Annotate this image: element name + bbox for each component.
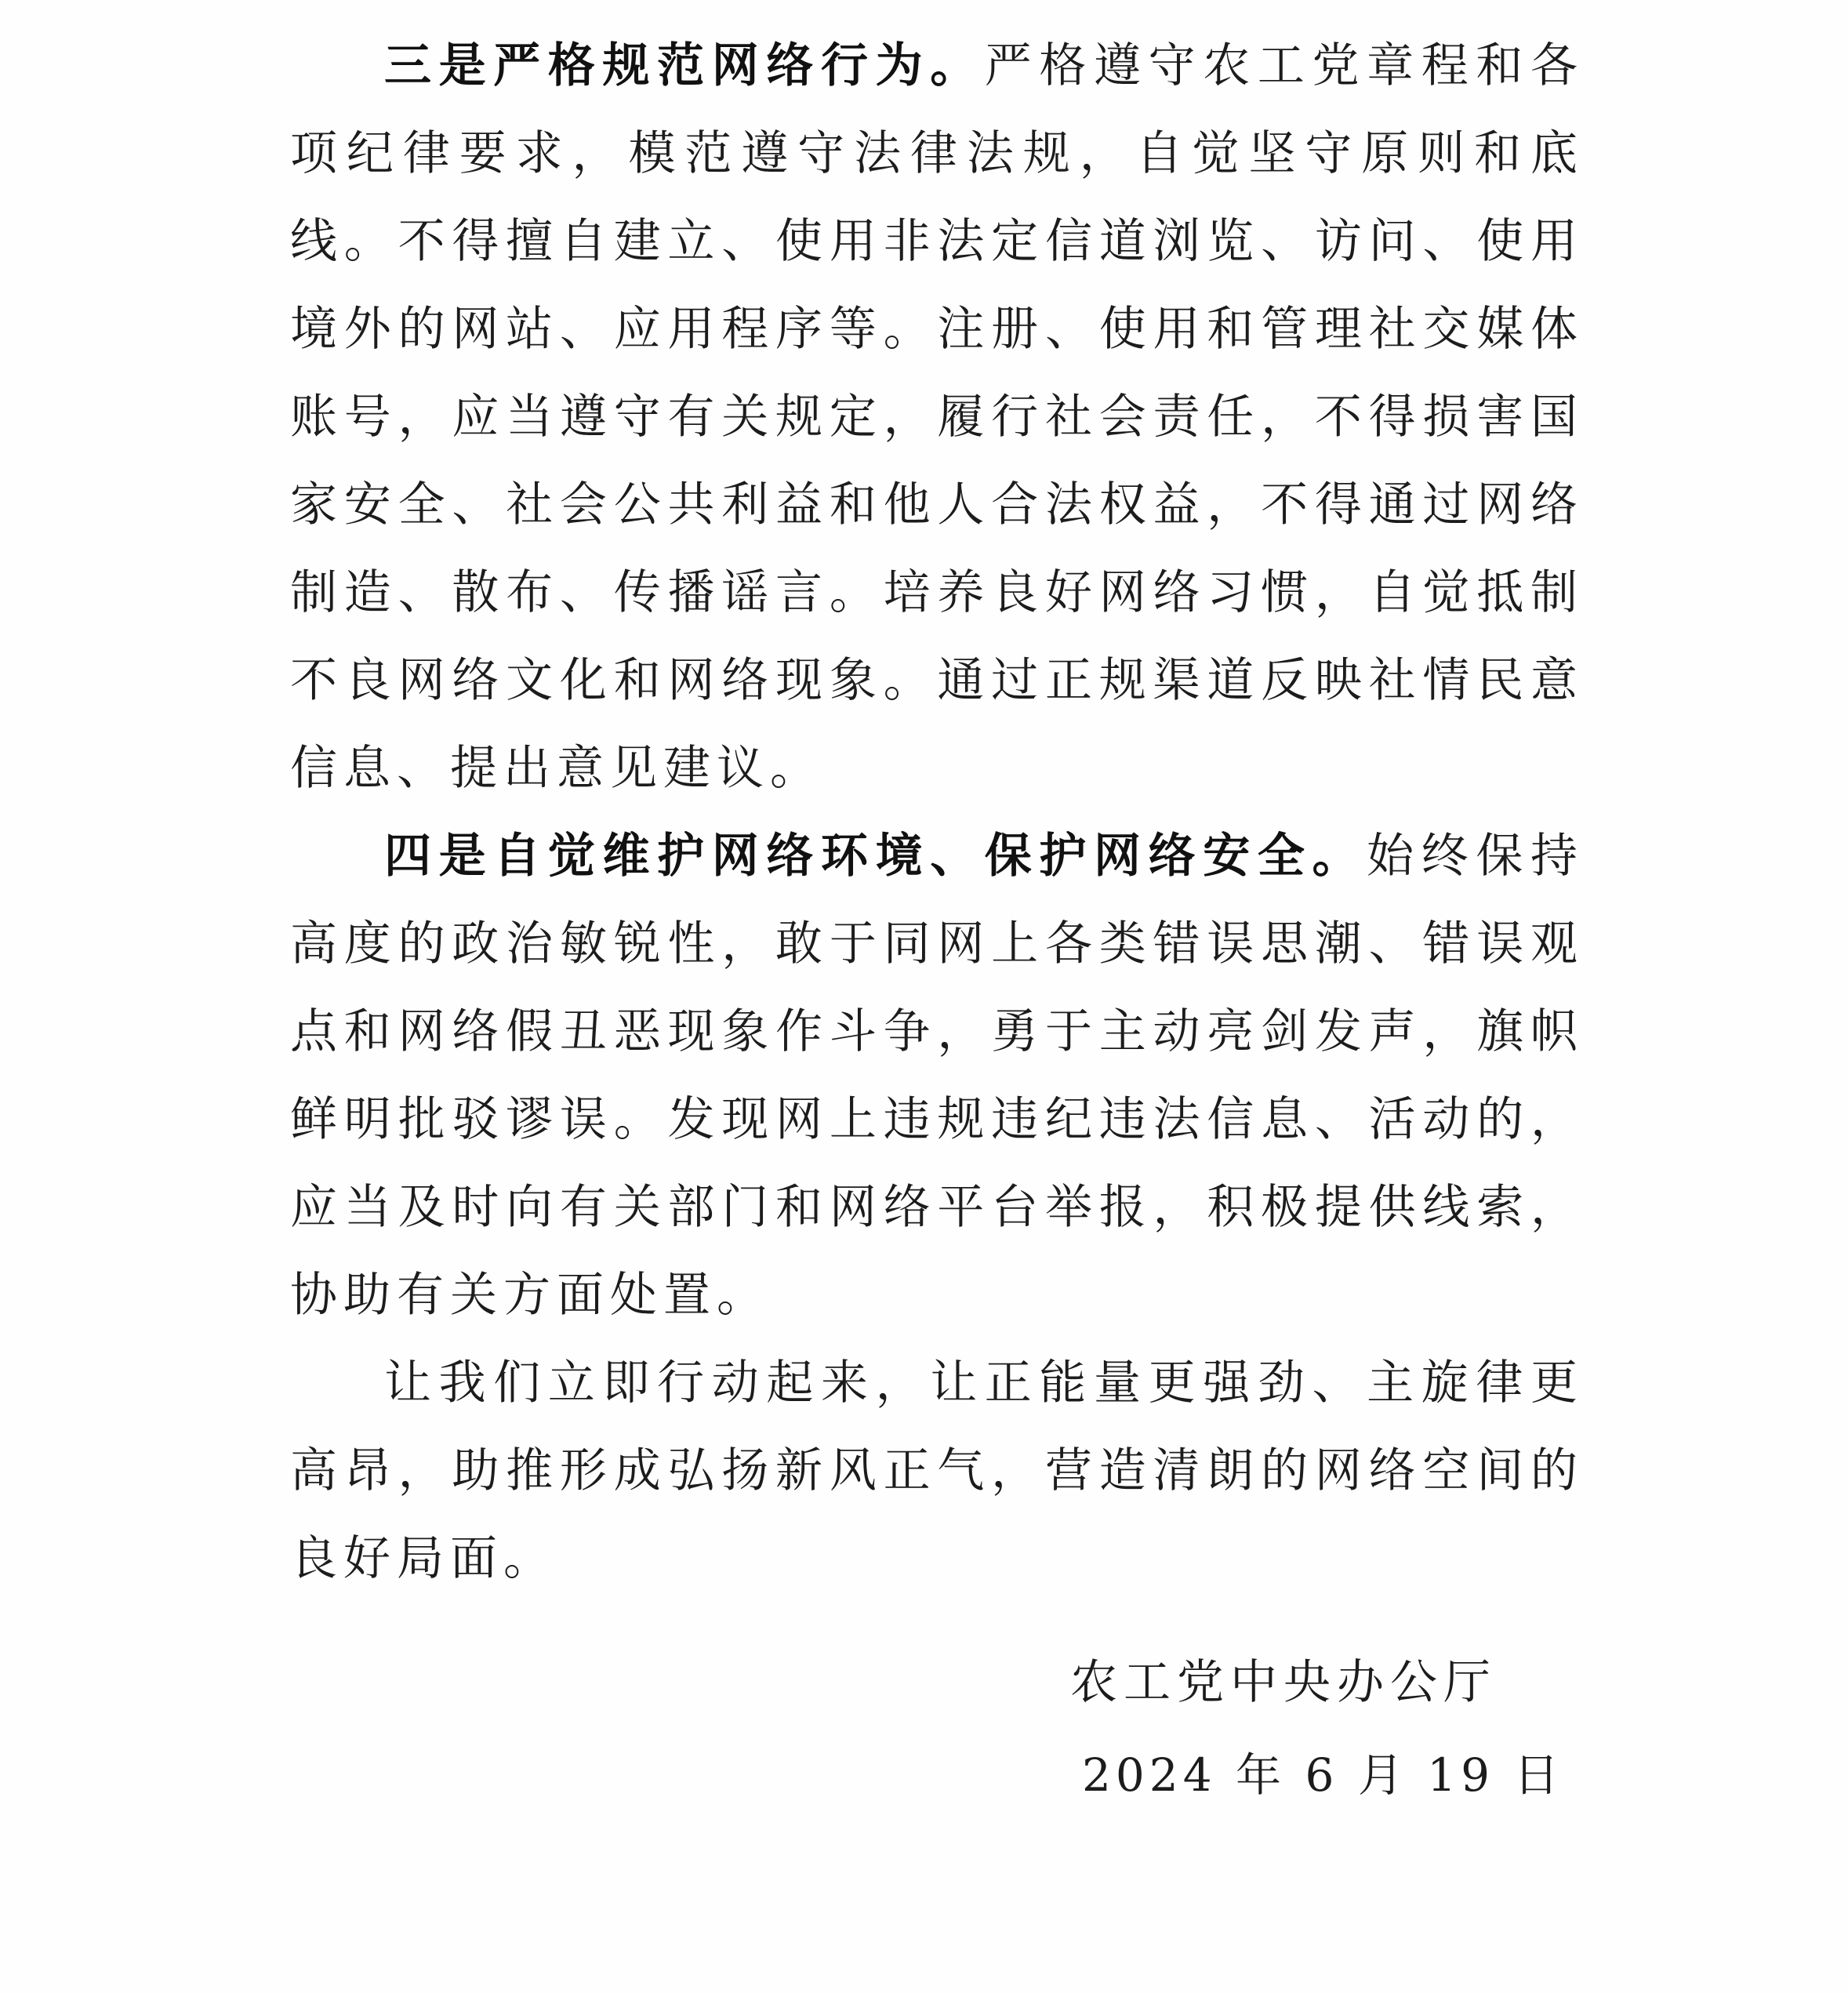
paragraph-network-security xyxy=(290,812,1584,1339)
issue-date: 2024 年 6 月 19 日 xyxy=(1082,1748,1564,1802)
paragraph-text: 让我们立即行动起来，让正能量更强劲、主旋律更高昂，助推形成弘扬新风正气，营造清朗的网络空间的良好局面。 xyxy=(290,1356,1584,1586)
paragraph-text: 严格遵守农工党章程和各项纪律要求，模范遵守法律法规，自觉坚守原则和底线。不得擅自建立、使用非法定信道浏览、访问、使用境外的网站、应用程序等。注册、使用和管理社交媒体账号，应当遵守有关规定，履行社会责任，不得损害国家安全、社会公共利益和他人合法权益，不得通过网络制造、散布、传播谣言。培养良好网络习惯，自觉抵制不良网络文化和网络现象。通过正规渠道反映社情民意信息、提出意见建议。 xyxy=(290,38,1585,796)
paragraph-heading: 四是自觉维护网络环境、保护网络安全。 xyxy=(384,829,1367,884)
paragraph-closing xyxy=(290,1339,1584,1603)
paragraph-network-conduct xyxy=(290,22,1584,812)
paragraph-text: 始终保持高度的政治敏锐性，敢于同网上各类错误思潮、错误观点和网络假丑恶现象作斗争，勇于主动亮剑发声，旗帜鲜明批驳谬误。发现网上违规违纪违法信息、活动的，应当及时向有关部门和网络平台举报，积极提供线索，协助有关方面处置。 xyxy=(290,829,1585,1323)
paragraph-heading: 三是严格规范网络行为。 xyxy=(384,38,985,93)
document-body xyxy=(290,22,1584,1603)
issuer-signature: 农工党中央办公厅 xyxy=(1070,1655,1497,1710)
